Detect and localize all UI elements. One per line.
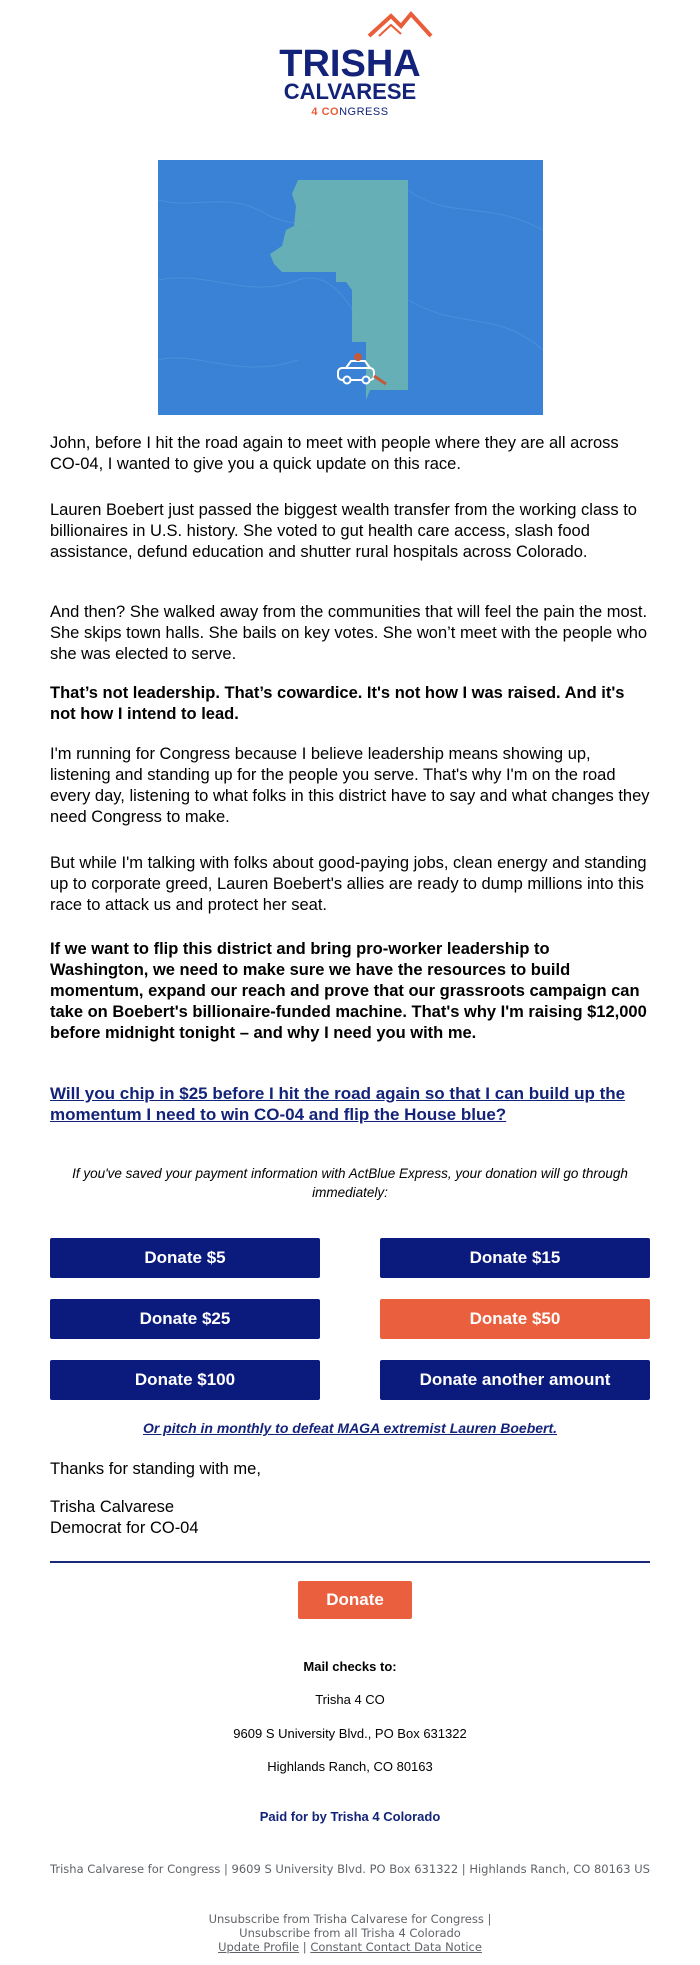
paragraph-walked-away: And then? She walked away from the communities that will feel the pain the most. She skips town halls. She bails on key votes. She won’t meet with the people who she was elected to serve.	[50, 603, 648, 663]
logo-rest: NGRESS	[339, 106, 389, 118]
logo-number: 4	[311, 106, 319, 118]
mail-line-2: 9609 S University Blvd., PO Box 631322	[233, 1726, 467, 1741]
paid-for-disclaimer: Paid for by Trisha 4 Colorado	[259, 1809, 441, 1824]
mail-line-1: Trisha 4 CO	[315, 1692, 385, 1707]
campaign-logo	[0, 10, 700, 118]
donate-25-button[interactable]: Donate $25	[50, 1299, 320, 1339]
paragraph-cowardice: That’s not leadership. That’s cowardice. It's not how I was raised. And it's not how I intend to lead.	[50, 684, 625, 723]
mail-checks-heading: Mail checks to:	[303, 1659, 397, 1674]
donate-50-button[interactable]: Donate $50	[380, 1299, 650, 1339]
mail-line-3: Highlands Ranch, CO 80163	[267, 1759, 433, 1774]
donate-5-button[interactable]: Donate $5	[50, 1238, 320, 1278]
footer-unsubscribe-block	[50, 1912, 650, 1954]
logo-tagline	[0, 106, 700, 118]
chip-in-link[interactable]: Will you chip in $25 before I hit the road again so that I can build up the momentum I need to win CO-04 and flip the House blue?	[50, 1084, 626, 1124]
paragraph-flip-district: If we want to flip this district and bring pro-worker leadership to Washington, we need to make sure we have the resources to build momentum, expand our reach and prove that our grassroots campaign can take on Boebert's billionaire-funded machine. That's why I'm raising $12,000 before midnight tonight – and why I need you with me.	[50, 940, 647, 1042]
section-divider	[50, 1561, 650, 1563]
donate-other-amount-button[interactable]: Donate another amount	[380, 1360, 650, 1400]
logo-co: CO	[321, 106, 340, 118]
unsubscribe-campaign-link[interactable]: Unsubscribe from Trisha Calvarese for Congress |	[208, 1912, 492, 1926]
actblue-express-note: If you've saved your payment information with ActBlue Express, your donation will go through immediately:	[72, 1166, 628, 1200]
monthly-donation-link[interactable]: Or pitch in monthly to defeat MAGA extremist Lauren Boebert.	[142, 1420, 558, 1436]
district-map-graphic	[158, 160, 543, 415]
unsubscribe-all-link[interactable]: Unsubscribe from all Trisha 4 Colorado	[239, 1926, 461, 1940]
donate-100-button[interactable]: Donate $100	[50, 1360, 320, 1400]
signoff-title: Democrat for CO-04	[50, 1519, 199, 1537]
paragraph-allies: But while I'm talking with folks about good-paying jobs, clean energy and standing up to corporate greed, Lauren Boebert's allies are ready to dump millions into this race to attack us and protect her seat.	[50, 854, 647, 914]
logo-first-name: TRISHA	[279, 43, 421, 85]
footer-address: Trisha Calvarese for Congress | 9609 S University Blvd. PO Box 631322 | Highlands Ranch, CO 80163 US	[50, 1862, 650, 1876]
paragraph-intro: John, before I hit the road again to meet with people where they are all across CO-04, I wanted to give you a quick update on this race.	[50, 434, 619, 473]
constant-contact-notice-link[interactable]: Constant Contact Data Notice	[310, 1940, 482, 1954]
signoff-thanks: Thanks for standing with me,	[50, 1460, 261, 1478]
footer-separator: |	[302, 1940, 307, 1954]
donate-15-button[interactable]: Donate $15	[380, 1238, 650, 1278]
paragraph-wealth-transfer: Lauren Boebert just passed the biggest wealth transfer from the working class to billionaires in U.S. history. She voted to gut health care access, slash food assistance, defund education and shutter rural hospitals across Colorado.	[50, 501, 637, 561]
donate-button[interactable]: Donate	[298, 1581, 412, 1619]
mountain-icon	[367, 10, 433, 38]
update-profile-link[interactable]: Update Profile	[218, 1940, 300, 1954]
logo-last-name: CALVARESE	[283, 79, 417, 104]
signoff-name: Trisha Calvarese	[50, 1498, 175, 1516]
district-map	[158, 160, 543, 415]
paragraph-running: I'm running for Congress because I believe leadership means showing up, listening and standing up for the people you serve. That's why I'm on the road every day, listening to what folks in this district have to say and what changes they need Congress to make.	[50, 745, 650, 826]
